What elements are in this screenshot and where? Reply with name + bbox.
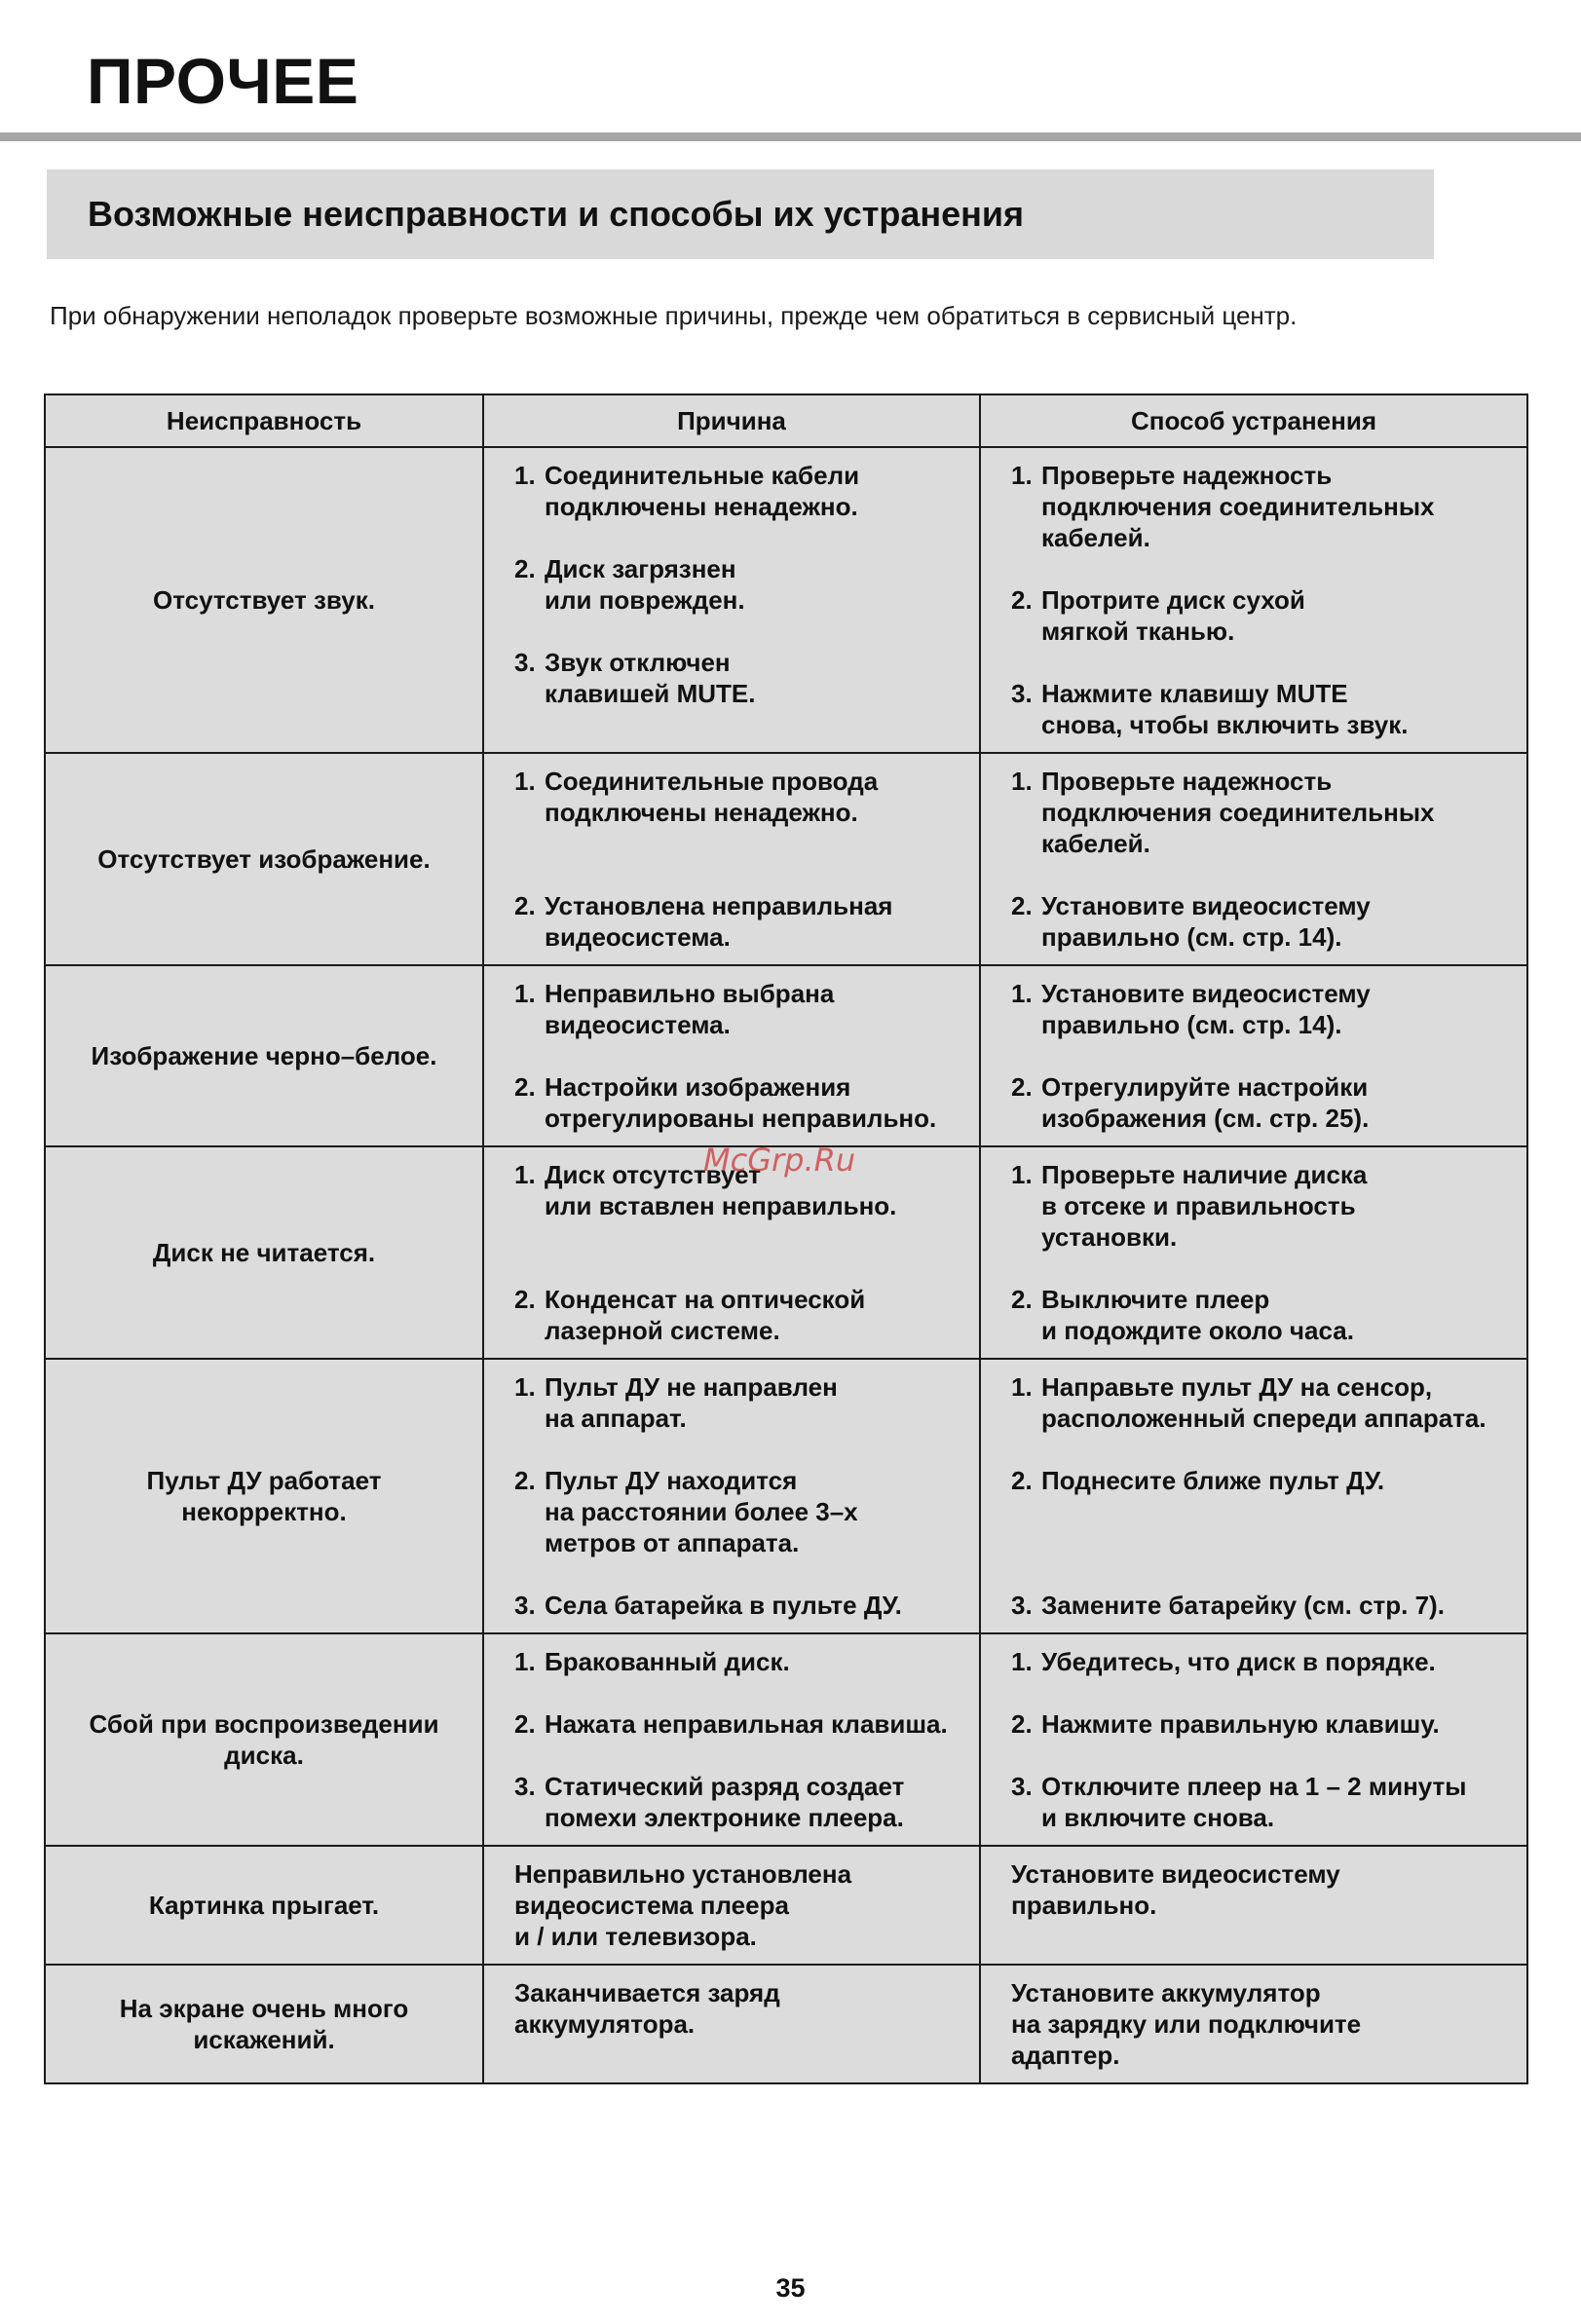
cause-item-text: Статический разряд создает помехи электронике плеера.: [545, 1772, 905, 1832]
solution-item: [1011, 1646, 1517, 1677]
cause-item: [514, 1646, 969, 1677]
solution-spacer: [1011, 1434, 1517, 1465]
problem-cell: [45, 1633, 483, 1846]
solution-item: [1011, 1284, 1517, 1346]
solution-item: [1011, 1590, 1517, 1621]
cause-item-text: Бракованный диск.: [545, 1647, 790, 1676]
solution-cell: [980, 1359, 1527, 1633]
solution-spacer: [1011, 1496, 1517, 1527]
solution-item-text: Направьте пульт ДУ на сенсор, расположенный спереди аппарата.: [1041, 1372, 1487, 1433]
solution-cell: [980, 1965, 1527, 2083]
cause-item-number: 1.: [514, 1647, 536, 1676]
cause-spacer: [514, 1253, 969, 1284]
intro-text: При обнаружении неполадок проверьте возможные причины, прежде чем обратиться в сервисный центр.: [50, 301, 1298, 330]
table-header-row: [45, 394, 1527, 447]
solution-item-number: 2.: [1011, 1072, 1033, 1102]
cause-cell: [483, 1965, 980, 2083]
solution-item-text: Отключите плеер на 1 – 2 минуты и включите снова.: [1041, 1772, 1467, 1832]
cause-item-number: 2.: [514, 1709, 536, 1739]
solution-item: [1011, 584, 1517, 647]
cause-spacer: [514, 616, 969, 647]
cause-item-number: 3.: [514, 1772, 536, 1801]
table-body: [45, 447, 1527, 2083]
solution-item-text: Нажмите клавишу MUTE снова, чтобы включить звук.: [1041, 679, 1409, 739]
cause-item: [514, 1590, 969, 1621]
problem-text: Диск не читается.: [152, 1238, 376, 1267]
cause-text: Заканчивается заряд аккумулятора.: [514, 1978, 780, 2039]
cause-spacer: [514, 522, 969, 553]
cause-item-number: 2.: [514, 554, 536, 583]
cause-item: [514, 553, 969, 616]
table-row: [45, 447, 1527, 753]
cause-item-number: 1.: [514, 1160, 536, 1189]
header-solution: Способ устранения: [980, 394, 1527, 447]
cause-text: Неправильно установлена видеосистема плеера и / или телевизора.: [514, 1859, 852, 1951]
problem-cell: [45, 1965, 483, 2083]
solution-item: [1011, 1771, 1517, 1833]
cause-item-number: 2.: [514, 1285, 536, 1314]
cause-spacer: [514, 1558, 969, 1590]
solution-spacer: [1011, 859, 1517, 890]
troubleshooting-table: [44, 394, 1528, 2084]
solution-item: [1011, 1071, 1517, 1134]
problem-cell: [45, 1359, 483, 1633]
solution-item-text: Протрите диск сухой мягкой тканью.: [1041, 585, 1305, 646]
cause-cell: [483, 1359, 980, 1633]
cause-item: [514, 978, 969, 1040]
problem-cell: [45, 1146, 483, 1359]
solution-text: Установите аккумулятор на зарядку или подключите адаптер.: [1011, 1978, 1362, 2070]
solution-item-text: Отрегулируйте настройки изображения (см. стр. 25).: [1041, 1072, 1370, 1133]
cause-cell: [483, 965, 980, 1146]
solution-item-text: Установите видеосистему правильно (см. стр. 14).: [1041, 979, 1371, 1039]
cause-item-text: Установлена неправильная видеосистема.: [545, 891, 893, 952]
solution-item-text: Проверьте надежность подключения соединительных кабелей.: [1041, 767, 1435, 858]
solution-item-number: 1.: [1011, 1647, 1033, 1676]
solution-item-number: 1.: [1011, 461, 1033, 490]
title-divider: [0, 132, 1581, 141]
solution-cell: [980, 1846, 1527, 1965]
cause-spacer: [514, 1677, 969, 1708]
cause-item-number: 2.: [514, 1072, 536, 1102]
solution-item-text: Поднесите ближе пульт ДУ.: [1041, 1466, 1385, 1495]
solution-item-text: Убедитесь, что диск в порядке.: [1041, 1647, 1436, 1676]
problem-cell: [45, 1846, 483, 1965]
solution-item: [1011, 1371, 1517, 1434]
cause-spacer: [514, 828, 969, 859]
table-row: [45, 1965, 1527, 2083]
solution-cell: [980, 1633, 1527, 1846]
cause-item-number: 1.: [514, 1372, 536, 1402]
solution-item-number: 2.: [1011, 891, 1033, 920]
solution-item-text: Нажмите правильную клавишу.: [1041, 1709, 1440, 1739]
cause-item-number: 2.: [514, 1466, 536, 1495]
cause-item: [514, 1071, 969, 1134]
cause-spacer: [514, 1221, 969, 1253]
solution-spacer: [1011, 1740, 1517, 1771]
solution-item-text: Проверьте надежность подключения соединительных кабелей.: [1041, 461, 1435, 552]
solution-item-number: 3.: [1011, 1772, 1033, 1801]
solution-item-text: Замените батарейку (см. стр. 7).: [1041, 1591, 1445, 1620]
cause-cell: [483, 1846, 980, 1965]
solution-item-number: 3.: [1011, 1591, 1033, 1620]
solution-item-text: Проверьте наличие диска в отсеке и правильность установки.: [1041, 1160, 1368, 1252]
cause-item-number: 3.: [514, 1591, 536, 1620]
solution-item: [1011, 460, 1517, 553]
solution-cell: [980, 965, 1527, 1146]
cause-spacer: [514, 1740, 969, 1771]
solution-item-number: 2.: [1011, 1466, 1033, 1495]
cause-item: [514, 1465, 969, 1558]
solution-item-text: Выключите плеер и подождите около часа.: [1041, 1285, 1354, 1345]
cause-item-text: Нажата неправильная клавиша.: [545, 1709, 948, 1739]
solution-cell: [980, 1146, 1527, 1359]
cause-item-number: 1.: [514, 461, 536, 490]
cause-item-text: Звук отключен клавишей MUTE.: [545, 648, 756, 708]
solution-item: [1011, 1708, 1517, 1740]
solution-item-number: 1.: [1011, 767, 1033, 796]
problem-text: Картинка прыгает.: [148, 1891, 380, 1920]
solution-cell: [980, 753, 1527, 965]
solution-item-number: 1.: [1011, 1372, 1033, 1402]
problem-cell: [45, 965, 483, 1146]
cause-spacer: [514, 859, 969, 890]
solution-spacer: [1011, 1040, 1517, 1071]
solution-spacer: [1011, 1558, 1517, 1590]
solution-item: [1011, 766, 1517, 859]
page-title: ПРОЧЕЕ: [87, 45, 359, 117]
cause-item-number: 1.: [514, 979, 536, 1008]
section-title: Возможные неисправности и способы их устранения: [88, 194, 1025, 234]
table-row: [45, 1846, 1527, 1965]
page-number: 35: [775, 2273, 806, 2303]
cause-item-text: Настройки изображения отрегулированы неправильно.: [545, 1072, 937, 1133]
problem-cell: [45, 447, 483, 753]
cause-item: [514, 766, 969, 828]
cause-item-text: Диск отсутствует или вставлен неправильно.: [545, 1160, 897, 1220]
cause-item-text: Пульт ДУ не направлен на аппарат.: [545, 1372, 838, 1433]
solution-item-number: 1.: [1011, 979, 1033, 1008]
solution-item-number: 2.: [1011, 1709, 1033, 1739]
cause-spacer: [514, 1434, 969, 1465]
problem-text: Сбой при воспроизведении диска.: [89, 1709, 439, 1770]
solution-spacer: [1011, 553, 1517, 584]
cause-item: [514, 647, 969, 709]
cause-item-text: Неправильно выбрана видеосистема.: [545, 979, 835, 1039]
cause-item-number: 3.: [514, 648, 536, 677]
solution-item: [1011, 978, 1517, 1040]
cause-item: [514, 1708, 969, 1740]
solution-spacer: [1011, 1253, 1517, 1284]
header-problem: Неисправность: [45, 394, 483, 447]
solution-spacer: [1011, 1527, 1517, 1558]
solution-item-number: 2.: [1011, 585, 1033, 615]
cause-item-text: Соединительные провода подключены ненадежно.: [545, 767, 879, 827]
table-row: [45, 965, 1527, 1146]
watermark: McGrp.Ru: [703, 1142, 856, 1179]
table-row: [45, 1359, 1527, 1633]
cause-item: [514, 1284, 969, 1346]
cause-item-text: Села батарейка в пульте ДУ.: [545, 1591, 902, 1620]
cause-item-text: Диск загрязнен или поврежден.: [545, 554, 745, 615]
table-row: [45, 753, 1527, 965]
solution-cell: [980, 447, 1527, 753]
problem-text: Отсутствует изображение.: [97, 844, 431, 874]
problem-text: На экране очень много искажений.: [119, 1994, 409, 2054]
cause-cell: [483, 447, 980, 753]
solution-spacer: [1011, 1677, 1517, 1708]
solution-item: [1011, 890, 1517, 953]
cause-item: [514, 1771, 969, 1833]
problem-text: Пульт ДУ работает некорректно.: [146, 1466, 382, 1526]
cause-item-text: Конденсат на оптической лазерной системе.: [545, 1285, 866, 1345]
cause-cell: [483, 753, 980, 965]
section-header: [47, 169, 1434, 259]
solution-item-number: 3.: [1011, 679, 1033, 708]
cause-item: [514, 890, 969, 953]
solution-item: [1011, 678, 1517, 740]
solution-item-number: 2.: [1011, 1285, 1033, 1314]
solution-item: [1011, 1465, 1517, 1496]
solution-item-number: 1.: [1011, 1160, 1033, 1189]
cause-item: [514, 460, 969, 522]
cause-cell: [483, 1633, 980, 1846]
cause-item: [514, 1371, 969, 1434]
problem-text: Изображение черно–белое.: [91, 1041, 437, 1070]
cause-item-text: Пульт ДУ находится на расстоянии более 3–х метров от аппарата.: [545, 1466, 858, 1557]
cause-spacer: [514, 1040, 969, 1071]
solution-item-text: Установите видеосистему правильно (см. стр. 14).: [1041, 891, 1371, 952]
cause-item-number: 1.: [514, 767, 536, 796]
problem-cell: [45, 753, 483, 965]
cause-item-text: Соединительные кабели подключены ненадежно.: [545, 461, 860, 521]
table-row: [45, 1633, 1527, 1846]
cause-item-number: 2.: [514, 891, 536, 920]
solution-text: Установите видеосистему правильно.: [1011, 1859, 1340, 1920]
problem-text: Отсутствует звук.: [153, 585, 375, 615]
solution-item: [1011, 1159, 1517, 1253]
solution-spacer: [1011, 647, 1517, 678]
header-cause: Причина: [483, 394, 980, 447]
